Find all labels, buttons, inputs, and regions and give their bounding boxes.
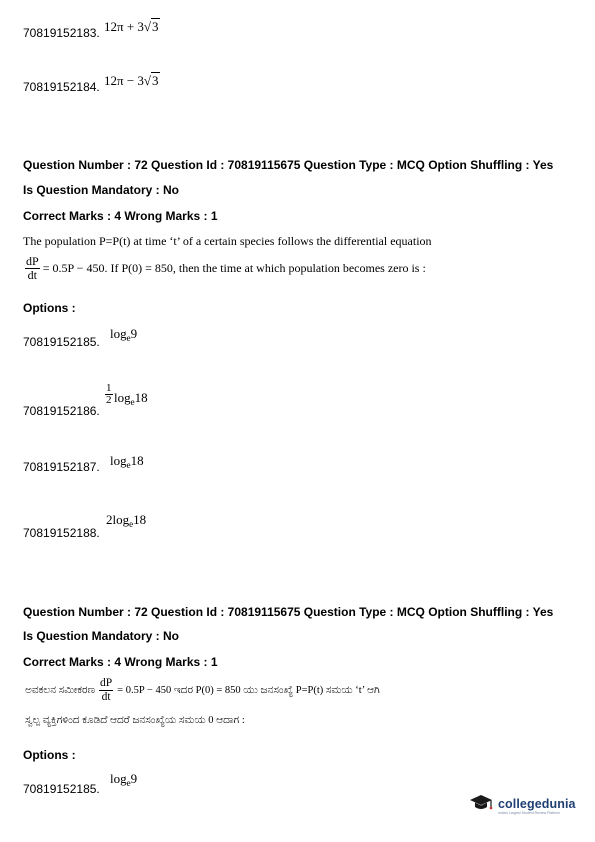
question-marks: Correct Marks : 4 Wrong Marks : 1	[23, 209, 218, 223]
graduation-cap-icon	[468, 792, 494, 819]
log-base: e	[129, 519, 134, 529]
sqrt-symbol: √3	[143, 19, 159, 34]
option-value	[110, 771, 137, 788]
option-id: 70819152186.	[23, 404, 100, 418]
options-label: Options :	[23, 301, 76, 315]
log-text: log	[114, 390, 131, 405]
log-text: log	[110, 771, 127, 786]
option-value	[104, 73, 160, 89]
log-arg: 18	[133, 512, 147, 527]
option-value	[110, 326, 137, 343]
radicand: 3	[152, 73, 159, 88]
fraction-denominator: 2	[106, 394, 112, 406]
coefficient: 2	[106, 512, 113, 527]
option-id: 70819152185.	[23, 782, 100, 796]
derivative-fraction	[25, 255, 40, 282]
fraction-numerator: 1	[106, 382, 112, 394]
options-label: Options :	[23, 748, 76, 762]
question-mandatory: Is Question Mandatory : No	[23, 183, 180, 197]
question-header: Question Number : 72 Question Id : 70819115675 Question Type : MCQ Option Shuffling : Yes	[23, 605, 554, 619]
option-value	[110, 453, 144, 470]
equation-rest: = 0.5P − 450. If P(0) = 850, then the time at which population becomes zero is :	[42, 261, 426, 275]
option-id: 70819152185.	[23, 335, 100, 349]
brand-name: collegedunia	[498, 796, 576, 811]
fraction-numerator: dP	[26, 254, 39, 268]
kannada-text: ಅವಕಲನ ಸಮೀಕರಣ	[25, 684, 96, 696]
log-arg: 9	[130, 771, 138, 786]
kannada-equation-text: = 0.5P − 450 ಇದರ P(0) = 850 ಯು ಜನಸಂಖ್ಯೆ P=P(t) ಸಮಯ ‘t’ ಆಗಿ	[117, 684, 380, 696]
radicand: 3	[152, 19, 159, 34]
option-id: 70819152184.	[23, 80, 100, 94]
fraction-numerator: dP	[100, 677, 113, 689]
log-base: e	[126, 460, 131, 470]
fraction-denominator: dt	[101, 691, 111, 703]
question-text-line2	[25, 255, 426, 282]
collegedunia-logo	[468, 792, 576, 819]
question-marks: Correct Marks : 4 Wrong Marks : 1	[23, 655, 218, 669]
log-base: e	[130, 397, 135, 407]
option-id: 70819152183.	[23, 26, 100, 40]
log-arg: 18	[134, 390, 148, 405]
sqrt-symbol: √3	[143, 73, 159, 88]
option-id: 70819152187.	[23, 460, 100, 474]
question-text-line1: The population P=P(t) at time ‘t’ of a certain species follows the differential equation	[23, 234, 432, 248]
question-mandatory: Is Question Mandatory : No	[23, 629, 180, 643]
question-header: Question Number : 72 Question Id : 70819115675 Question Type : MCQ Option Shuffling : Yes	[23, 158, 554, 172]
log-arg: 18	[130, 453, 144, 468]
log-arg: 9	[130, 326, 138, 341]
log-text: log	[112, 512, 130, 527]
log-text: log	[110, 453, 127, 468]
option-base: 12π + 3	[104, 19, 144, 34]
option-value	[114, 390, 148, 407]
fraction-denominator: dt	[27, 268, 38, 282]
log-text: log	[110, 326, 127, 341]
question-text-kannada-line2: ಸ್ವಲ್ಪ ವ್ಯಕ್ತಿಗಳಿಂದ ಕೂಡಿದೆ ಆದರೆ ಜನಸಂಖ್ಯೆಯ ಸಮಯ 0 ಆದಾಗ :	[25, 715, 245, 726]
derivative-fraction	[99, 677, 113, 704]
option-value	[106, 512, 146, 529]
option-base: 12π − 3	[104, 73, 144, 88]
log-base: e	[126, 333, 131, 343]
option-value	[104, 19, 160, 35]
log-base: e	[126, 778, 131, 788]
half-fraction	[105, 383, 113, 406]
option-id: 70819152188.	[23, 526, 100, 540]
brand-tagline: India's Largest Student Review Platform	[498, 810, 561, 815]
question-text-kannada-line1	[25, 677, 380, 704]
